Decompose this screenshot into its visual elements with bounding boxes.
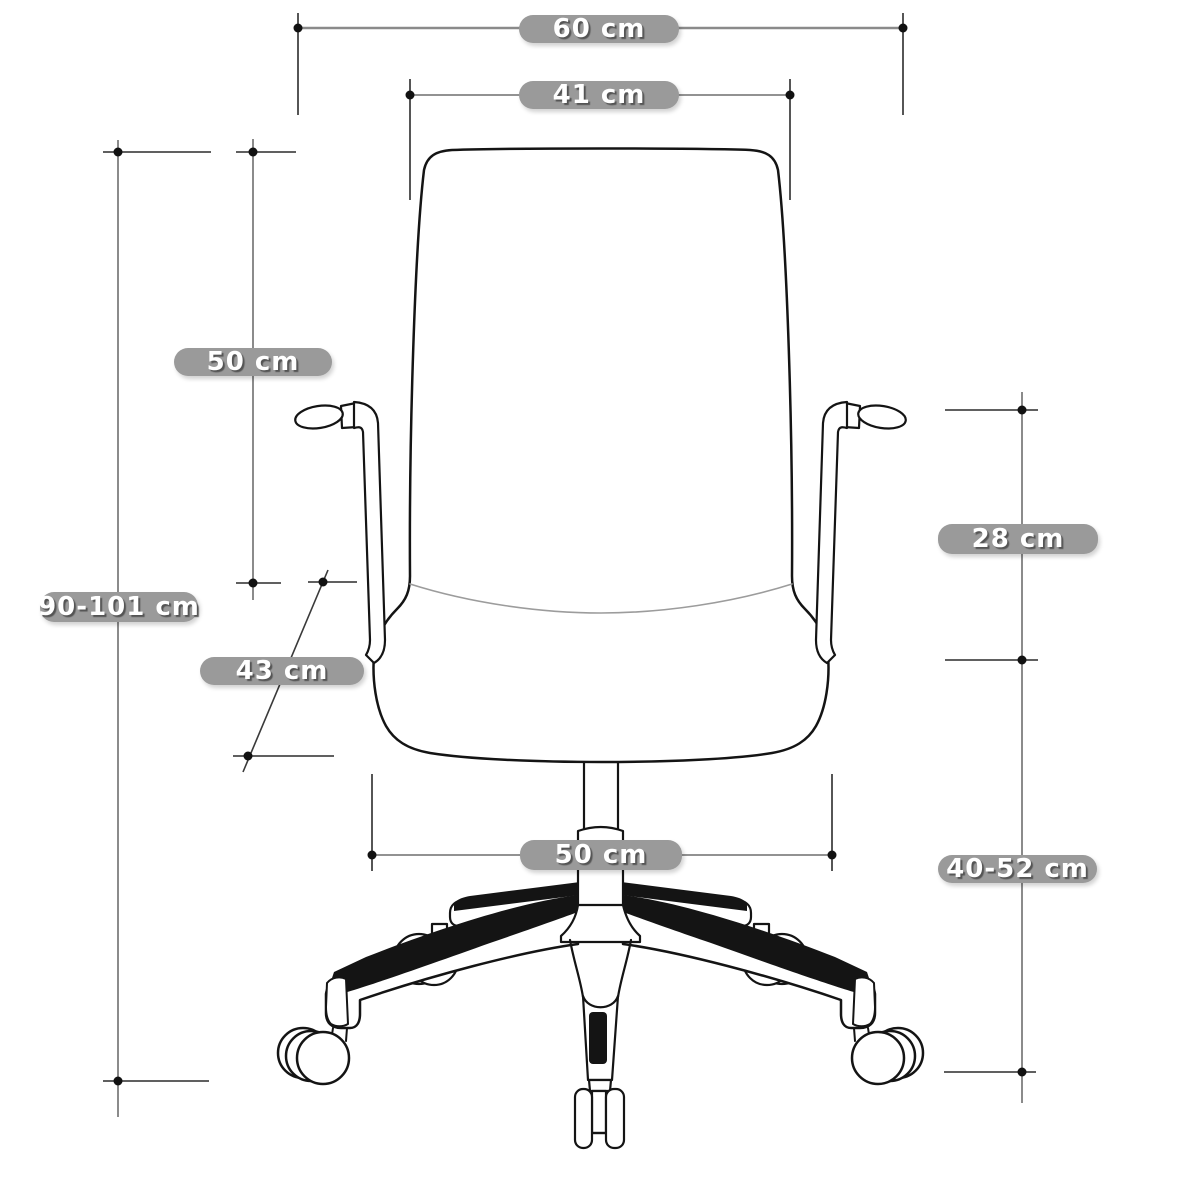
label-seat-width: 50 cm [520,840,682,870]
label-seat-height-range: 40-52 cm [938,855,1097,883]
dim-right-heights [944,392,1038,1103]
armrest-right [816,402,907,663]
armrest-left [294,402,385,663]
front-caster-right [852,1028,923,1084]
label-armrest-above-seat: 28 cm [938,524,1098,554]
label-seat-depth: 43 cm [200,657,364,685]
label-backrest-height: 50 cm [174,348,332,376]
chair-drawing [278,149,923,1149]
front-center-caster [575,1089,624,1148]
label-back-overall-width: 60 cm [519,15,679,43]
front-caster-left [278,1028,349,1084]
label-backrest-top-width: 41 cm [519,81,679,109]
label-overall-height: 90-101 cm [38,592,200,622]
base-front-center-arm [570,940,631,1091]
backrest-and-seat [374,149,829,763]
dim-overall-height [103,140,211,1117]
